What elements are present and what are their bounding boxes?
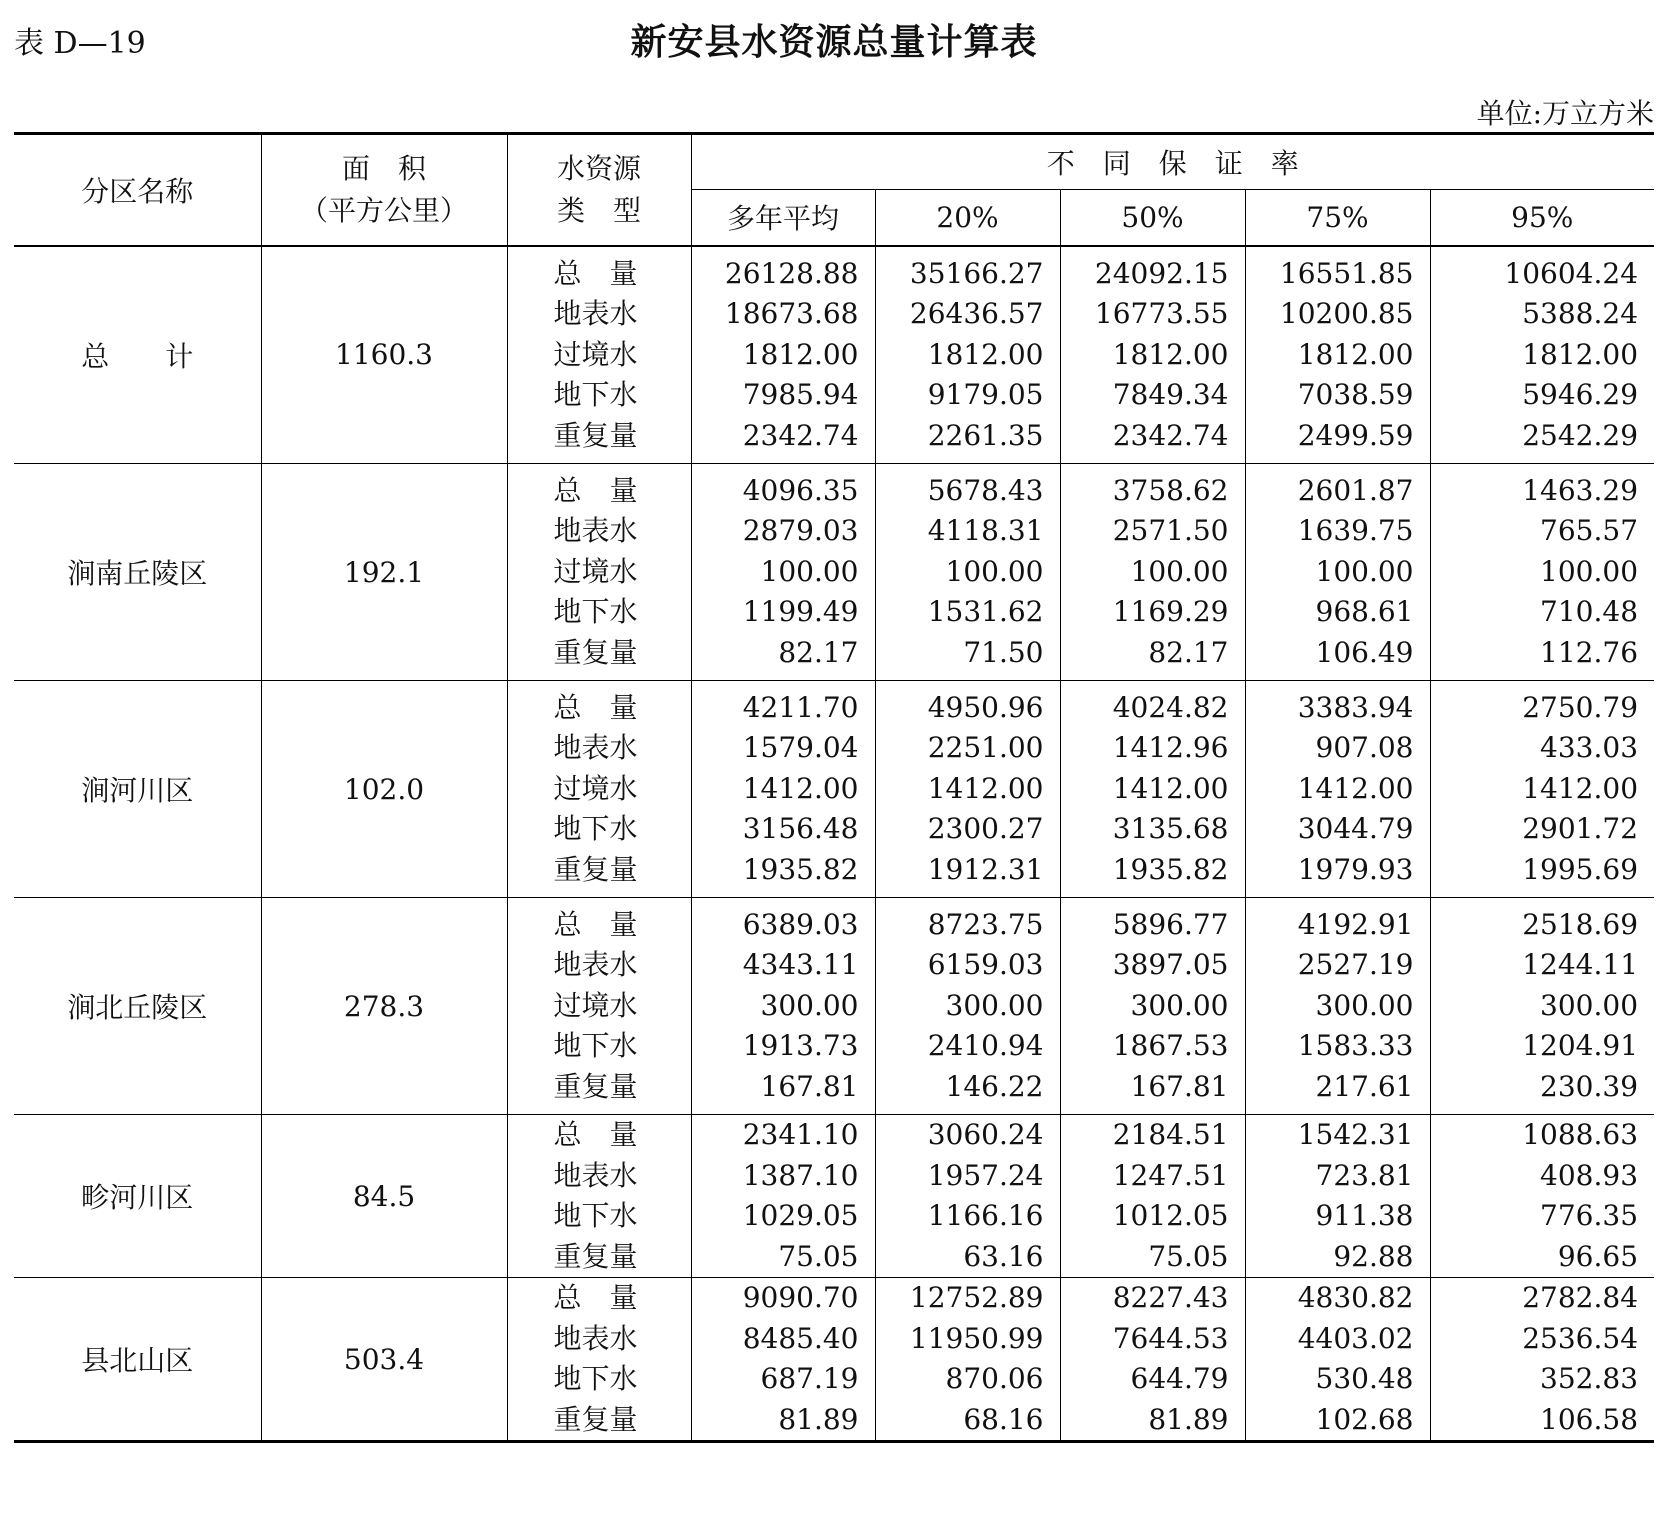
rate-value-cell — [875, 681, 1060, 898]
value: 5946.29 — [1522, 378, 1639, 411]
value: 530.48 — [1315, 1362, 1414, 1395]
resource-type-cell — [507, 246, 691, 464]
value: 4950.96 — [927, 690, 1044, 724]
value: 433.03 — [1540, 731, 1639, 765]
value: 100.00 — [1130, 554, 1229, 588]
table-row — [14, 1278, 1654, 1442]
header-rate-group: 不 同 保 证 率 — [691, 134, 1654, 190]
value: 2342.74 — [1112, 418, 1229, 452]
value: 8227.43 — [1112, 1281, 1229, 1314]
value: 26436.57 — [909, 297, 1044, 330]
value: 3135.68 — [1112, 812, 1229, 846]
value: 870.06 — [945, 1362, 1044, 1395]
value: 81.89 — [1148, 1402, 1229, 1436]
value: 167.81 — [760, 1069, 859, 1103]
value: 9179.05 — [927, 378, 1044, 411]
rate-value-cell — [875, 246, 1060, 464]
value: 1012.05 — [1112, 1199, 1229, 1232]
resource-type: 过境水 — [553, 337, 638, 371]
page-title: 新安县水资源总量计算表 — [630, 21, 1038, 63]
table-body — [14, 246, 1654, 1442]
value: 5678.43 — [927, 473, 1044, 507]
value: 1639.75 — [1297, 514, 1414, 548]
resource-type: 总 量 — [553, 473, 638, 507]
resource-type: 地表水 — [553, 1158, 638, 1192]
value: 100.00 — [945, 554, 1044, 588]
value: 1812.00 — [1297, 337, 1414, 371]
value: 300.00 — [1315, 988, 1414, 1022]
resource-type: 总 量 — [553, 256, 638, 290]
value: 4192.91 — [1297, 907, 1414, 941]
value: 765.57 — [1540, 514, 1639, 548]
value: 2251.00 — [927, 731, 1044, 765]
table-row — [14, 681, 1654, 898]
header-area-line1: 面 积 — [341, 151, 426, 185]
value: 2184.51 — [1112, 1118, 1229, 1151]
zone-area: 1160.3 — [261, 246, 507, 464]
value: 3758.62 — [1112, 473, 1229, 507]
rate-value-cell — [1245, 246, 1430, 464]
rate-value-cell — [1245, 464, 1430, 681]
value: 18673.68 — [724, 297, 859, 330]
value: 1812.00 — [927, 337, 1044, 371]
header-rate-95: 95% — [1430, 190, 1654, 246]
value: 2342.74 — [742, 418, 859, 452]
value: 2499.59 — [1297, 418, 1414, 452]
value: 167.81 — [1130, 1069, 1229, 1103]
value: 8723.75 — [927, 907, 1044, 941]
value: 217.61 — [1315, 1069, 1414, 1103]
value: 3383.94 — [1297, 690, 1414, 724]
value: 4403.02 — [1297, 1321, 1414, 1355]
table-row — [14, 1115, 1654, 1278]
resource-type: 重复量 — [553, 852, 638, 886]
table-row — [14, 246, 1654, 464]
value: 1412.00 — [1112, 771, 1229, 805]
resource-type: 重复量 — [553, 1069, 638, 1103]
rate-value-cell — [1245, 1278, 1430, 1442]
value: 776.35 — [1540, 1199, 1639, 1232]
zone-area: 102.0 — [261, 681, 507, 898]
value: 100.00 — [1315, 554, 1414, 588]
value: 71.50 — [963, 635, 1044, 669]
value: 2527.19 — [1297, 948, 1414, 982]
value: 100.00 — [1540, 554, 1639, 588]
value: 1542.31 — [1297, 1118, 1414, 1151]
value: 1412.96 — [1112, 731, 1229, 765]
value: 63.16 — [963, 1239, 1044, 1273]
value: 12752.89 — [909, 1281, 1044, 1314]
rate-value-cell — [875, 898, 1060, 1115]
value: 11950.99 — [909, 1321, 1044, 1355]
header-type — [507, 134, 691, 246]
resource-type: 过境水 — [553, 771, 638, 805]
rate-value-cell — [1245, 681, 1430, 898]
value: 1088.63 — [1522, 1118, 1639, 1151]
rate-value-cell — [691, 1278, 875, 1442]
value: 1247.51 — [1112, 1158, 1229, 1192]
value: 5896.77 — [1112, 907, 1229, 941]
resource-type-cell — [507, 464, 691, 681]
value: 102.68 — [1315, 1402, 1414, 1436]
value: 4118.31 — [927, 514, 1044, 548]
rate-value-cell — [1060, 464, 1245, 681]
zone-name: 县北山区 — [14, 1278, 261, 1442]
resource-type: 地表水 — [553, 1321, 638, 1355]
value: 7644.53 — [1112, 1321, 1229, 1355]
rate-value-cell — [875, 1278, 1060, 1442]
rate-value-cell — [875, 464, 1060, 681]
value: 1166.16 — [927, 1199, 1044, 1232]
value: 112.76 — [1540, 635, 1639, 669]
zone-name: 涧河川区 — [14, 681, 261, 898]
value: 2601.87 — [1297, 473, 1414, 507]
rate-value-cell — [691, 464, 875, 681]
value: 7985.94 — [742, 378, 859, 411]
rate-value-cell — [1430, 246, 1654, 464]
zone-name: 涧南丘陵区 — [14, 464, 261, 681]
header-type-line2: 类 型 — [556, 193, 641, 227]
header-rate-20: 20% — [875, 190, 1060, 246]
value: 4830.82 — [1297, 1281, 1414, 1314]
value: 5388.24 — [1522, 297, 1639, 330]
value: 2571.50 — [1112, 514, 1229, 548]
value: 2536.54 — [1522, 1321, 1639, 1355]
resource-type: 总 量 — [553, 1281, 638, 1314]
rate-value-cell — [691, 246, 875, 464]
rate-value-cell — [1430, 1278, 1654, 1442]
resource-type: 地表水 — [553, 514, 638, 548]
resource-type-cell — [507, 1115, 691, 1278]
value: 75.05 — [1148, 1239, 1229, 1273]
value: 100.00 — [760, 554, 859, 588]
value: 75.05 — [778, 1239, 859, 1273]
value: 2518.69 — [1522, 907, 1639, 941]
rate-value-cell — [1430, 464, 1654, 681]
resource-type: 地表水 — [553, 948, 638, 982]
value: 81.89 — [778, 1402, 859, 1436]
zone-name: 总 计 — [14, 246, 261, 464]
value: 1029.05 — [742, 1199, 859, 1232]
table-row — [14, 464, 1654, 681]
value: 723.81 — [1315, 1158, 1414, 1192]
header-area — [261, 134, 507, 246]
rate-value-cell — [1060, 681, 1245, 898]
value: 1387.10 — [742, 1158, 859, 1192]
resource-type: 过境水 — [553, 988, 638, 1022]
value: 968.61 — [1315, 595, 1414, 629]
rate-value-cell — [1060, 246, 1245, 464]
resource-type-cell — [507, 681, 691, 898]
value: 24092.15 — [1094, 256, 1229, 290]
resource-type: 地表水 — [553, 731, 638, 765]
resource-type: 重复量 — [553, 418, 638, 452]
value: 3060.24 — [927, 1118, 1044, 1151]
value: 2750.79 — [1522, 690, 1639, 724]
value: 1199.49 — [742, 595, 859, 629]
value: 3044.79 — [1297, 812, 1414, 846]
value: 7849.34 — [1112, 378, 1229, 411]
value: 1169.29 — [1112, 595, 1229, 629]
zone-name: 涧北丘陵区 — [14, 898, 261, 1115]
value: 3156.48 — [742, 812, 859, 846]
value: 2542.29 — [1522, 418, 1639, 452]
value: 106.58 — [1540, 1402, 1639, 1436]
value: 4024.82 — [1112, 690, 1229, 724]
value: 10200.85 — [1279, 297, 1414, 330]
value: 9090.70 — [742, 1281, 859, 1314]
value: 644.79 — [1130, 1362, 1229, 1395]
resource-type: 地下水 — [553, 1199, 638, 1232]
value: 96.65 — [1557, 1239, 1639, 1273]
value: 1812.00 — [1522, 337, 1639, 371]
value: 4211.70 — [742, 690, 859, 724]
value: 1412.00 — [742, 771, 859, 805]
zone-area: 192.1 — [261, 464, 507, 681]
value: 300.00 — [945, 988, 1044, 1022]
value: 82.17 — [778, 635, 859, 669]
rate-value-cell — [691, 898, 875, 1115]
resource-type: 地下水 — [553, 595, 638, 629]
value: 1583.33 — [1297, 1029, 1414, 1063]
value: 1812.00 — [1112, 337, 1229, 371]
resource-type: 地下水 — [553, 812, 638, 846]
value: 2879.03 — [742, 514, 859, 548]
rate-value-cell — [1430, 1115, 1654, 1278]
value: 352.83 — [1540, 1362, 1639, 1395]
value: 16551.85 — [1279, 256, 1414, 290]
rate-value-cell — [1060, 1115, 1245, 1278]
resource-type: 重复量 — [553, 1402, 638, 1436]
value: 35166.27 — [909, 256, 1044, 290]
header-zone: 分区名称 — [14, 134, 261, 246]
value: 1912.31 — [927, 852, 1044, 886]
value: 710.48 — [1540, 595, 1639, 629]
value: 2782.84 — [1522, 1281, 1639, 1314]
value: 230.39 — [1540, 1069, 1639, 1103]
table-row — [14, 898, 1654, 1115]
value: 1531.62 — [927, 595, 1044, 629]
value: 26128.88 — [724, 256, 859, 290]
rate-value-cell — [1060, 1278, 1245, 1442]
value: 2261.35 — [927, 418, 1044, 452]
rate-value-cell — [875, 1115, 1060, 1278]
resource-type: 地下水 — [553, 1029, 638, 1063]
resource-type-cell — [507, 898, 691, 1115]
value: 68.16 — [963, 1402, 1044, 1436]
value: 687.19 — [760, 1362, 859, 1395]
value: 1812.00 — [742, 337, 859, 371]
table-number: 表 D—19 — [14, 26, 146, 61]
header-area-line2: （平方公里） — [299, 193, 468, 227]
value: 8485.40 — [742, 1321, 859, 1355]
value: 2901.72 — [1522, 812, 1639, 846]
value: 1412.00 — [1297, 771, 1414, 805]
value: 1412.00 — [927, 771, 1044, 805]
value: 2341.10 — [742, 1118, 859, 1151]
value: 1204.91 — [1522, 1029, 1639, 1063]
resource-type: 地表水 — [553, 297, 638, 330]
value: 10604.24 — [1504, 256, 1639, 290]
value: 3897.05 — [1112, 948, 1229, 982]
value: 911.38 — [1315, 1199, 1414, 1232]
value: 4343.11 — [742, 948, 859, 982]
rate-value-cell — [1245, 1115, 1430, 1278]
value: 92.88 — [1333, 1239, 1414, 1273]
value: 6159.03 — [927, 948, 1044, 982]
zone-area: 84.5 — [261, 1115, 507, 1278]
rate-value-cell — [1430, 898, 1654, 1115]
value: 1995.69 — [1522, 852, 1639, 886]
value: 408.93 — [1540, 1158, 1639, 1192]
value: 146.22 — [945, 1069, 1044, 1103]
zone-name: 畛河川区 — [14, 1115, 261, 1278]
resource-type: 地下水 — [553, 1362, 638, 1395]
value: 6389.03 — [742, 907, 859, 941]
water-resources-table — [14, 132, 1654, 1443]
value: 300.00 — [1130, 988, 1229, 1022]
value: 1935.82 — [742, 852, 859, 886]
resource-type: 重复量 — [553, 635, 638, 669]
value: 16773.55 — [1094, 297, 1229, 330]
value: 1579.04 — [742, 731, 859, 765]
header-rate-75: 75% — [1245, 190, 1430, 246]
header-rate-average: 多年平均 — [691, 190, 875, 246]
resource-type: 总 量 — [553, 907, 638, 941]
value: 106.49 — [1315, 635, 1414, 669]
value: 1867.53 — [1112, 1029, 1229, 1063]
resource-type: 重复量 — [553, 1239, 638, 1273]
zone-area: 278.3 — [261, 898, 507, 1115]
value: 1463.29 — [1522, 473, 1639, 507]
rate-value-cell — [1245, 898, 1430, 1115]
value: 1244.11 — [1522, 948, 1639, 982]
rate-value-cell — [691, 1115, 875, 1278]
rate-value-cell — [691, 681, 875, 898]
value: 82.17 — [1148, 635, 1229, 669]
value: 1913.73 — [742, 1029, 859, 1063]
value: 1935.82 — [1112, 852, 1229, 886]
resource-type-cell — [507, 1278, 691, 1442]
value: 300.00 — [1540, 988, 1639, 1022]
value: 1412.00 — [1522, 771, 1639, 805]
resource-type: 地下水 — [553, 378, 638, 411]
resource-type: 总 量 — [553, 690, 638, 724]
header-rate-50: 50% — [1060, 190, 1245, 246]
value: 4096.35 — [742, 473, 859, 507]
value: 1957.24 — [927, 1158, 1044, 1192]
resource-type: 过境水 — [553, 554, 638, 588]
header-type-line1: 水资源 — [556, 151, 641, 185]
rate-value-cell — [1430, 681, 1654, 898]
value: 1979.93 — [1297, 852, 1414, 886]
zone-area: 503.4 — [261, 1278, 507, 1442]
value: 2300.27 — [927, 812, 1044, 846]
rate-value-cell — [1060, 898, 1245, 1115]
value: 300.00 — [760, 988, 859, 1022]
unit-label: 单位:万立方米 — [1476, 97, 1654, 130]
value: 7038.59 — [1297, 378, 1414, 411]
value: 2410.94 — [927, 1029, 1044, 1063]
value: 907.08 — [1315, 731, 1414, 765]
resource-type: 总 量 — [553, 1118, 638, 1151]
